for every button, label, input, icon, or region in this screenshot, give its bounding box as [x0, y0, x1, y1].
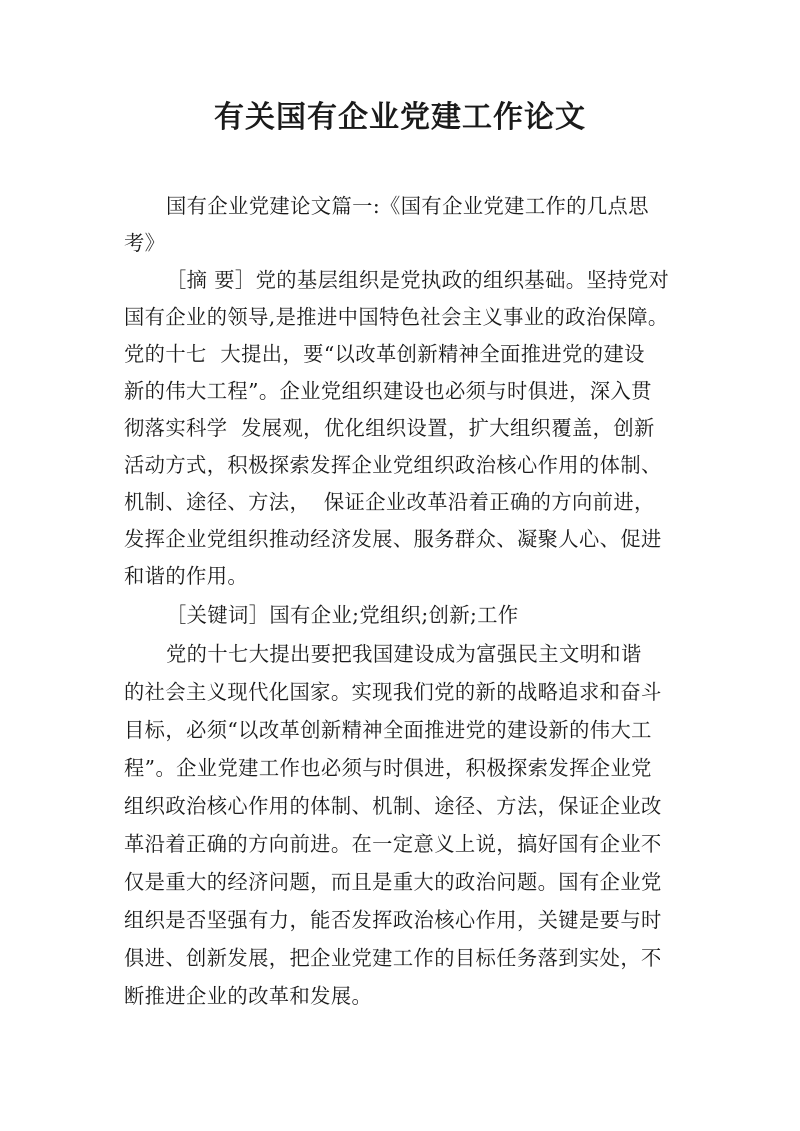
body-line: 国有企业的领导,是推进中国特色社会主义事业的政治保障。	[124, 305, 669, 329]
body-line: 机制、途径、方法， 保证企业改革沿着正确的方向前进，	[124, 490, 655, 514]
body-line: 革沿着正确的方向前进。在一定意义上说，搞好国有企业不	[124, 832, 662, 856]
body-line: 目标，必须“以改革创新精神全面推进党的建设新的伟大工	[124, 718, 652, 742]
body-line: 和谐的作用。	[124, 564, 249, 588]
keywords-line: ［关键词］国有企业;党组织;创新;工作	[166, 603, 519, 627]
body-line: 国有企业党建论文篇一:《国有企业党建工作的几点思	[166, 194, 649, 218]
body-line: 程”。企业党建工作也必须与时俱进，积极探索发挥企业党	[124, 756, 652, 780]
body-line: 仅是重大的经济问题，而且是重大的政治问题。国有企业党	[124, 870, 662, 894]
body-line: 党的十七 大提出，要“以改革创新精神全面推进党的建设	[124, 342, 645, 366]
body-line: 新的伟大工程”。企业党组织建设也必须与时俱进，深入贯	[124, 379, 652, 403]
body-line: 发挥企业党组织推动经济发展、服务群众、凝聚人心、促进	[124, 527, 662, 551]
body-line: 的社会主义现代化国家。实现我们党的新的战略追求和奋斗	[124, 680, 662, 704]
body-line: 活动方式，积极探索发挥企业党组织政治核心作用的体制、	[124, 453, 662, 477]
body-line: 俱进、创新发展，把企业党建工作的目标任务落到实处，不	[124, 946, 662, 970]
body-line: 考》	[124, 231, 166, 255]
body-line: 组织政治核心作用的体制、机制、途径、方法，保证企业改	[124, 794, 662, 818]
body-line: 彻落实科学 发展观，优化组织设置，扩大组织覆盖，创新	[124, 416, 655, 440]
document-title: 有关国有企业党建工作论文	[214, 100, 586, 135]
body-line: 组织是否坚强有力，能否发挥政治核心作用，关键是要与时	[124, 908, 662, 932]
body-line: 党的十七大提出要把我国建设成为富强民主文明和谐	[166, 642, 642, 666]
body-line: ［摘 要］党的基层组织是党执政的组织基础。坚持党对	[166, 268, 670, 292]
body-line: 断推进企业的改革和发展。	[124, 984, 373, 1008]
